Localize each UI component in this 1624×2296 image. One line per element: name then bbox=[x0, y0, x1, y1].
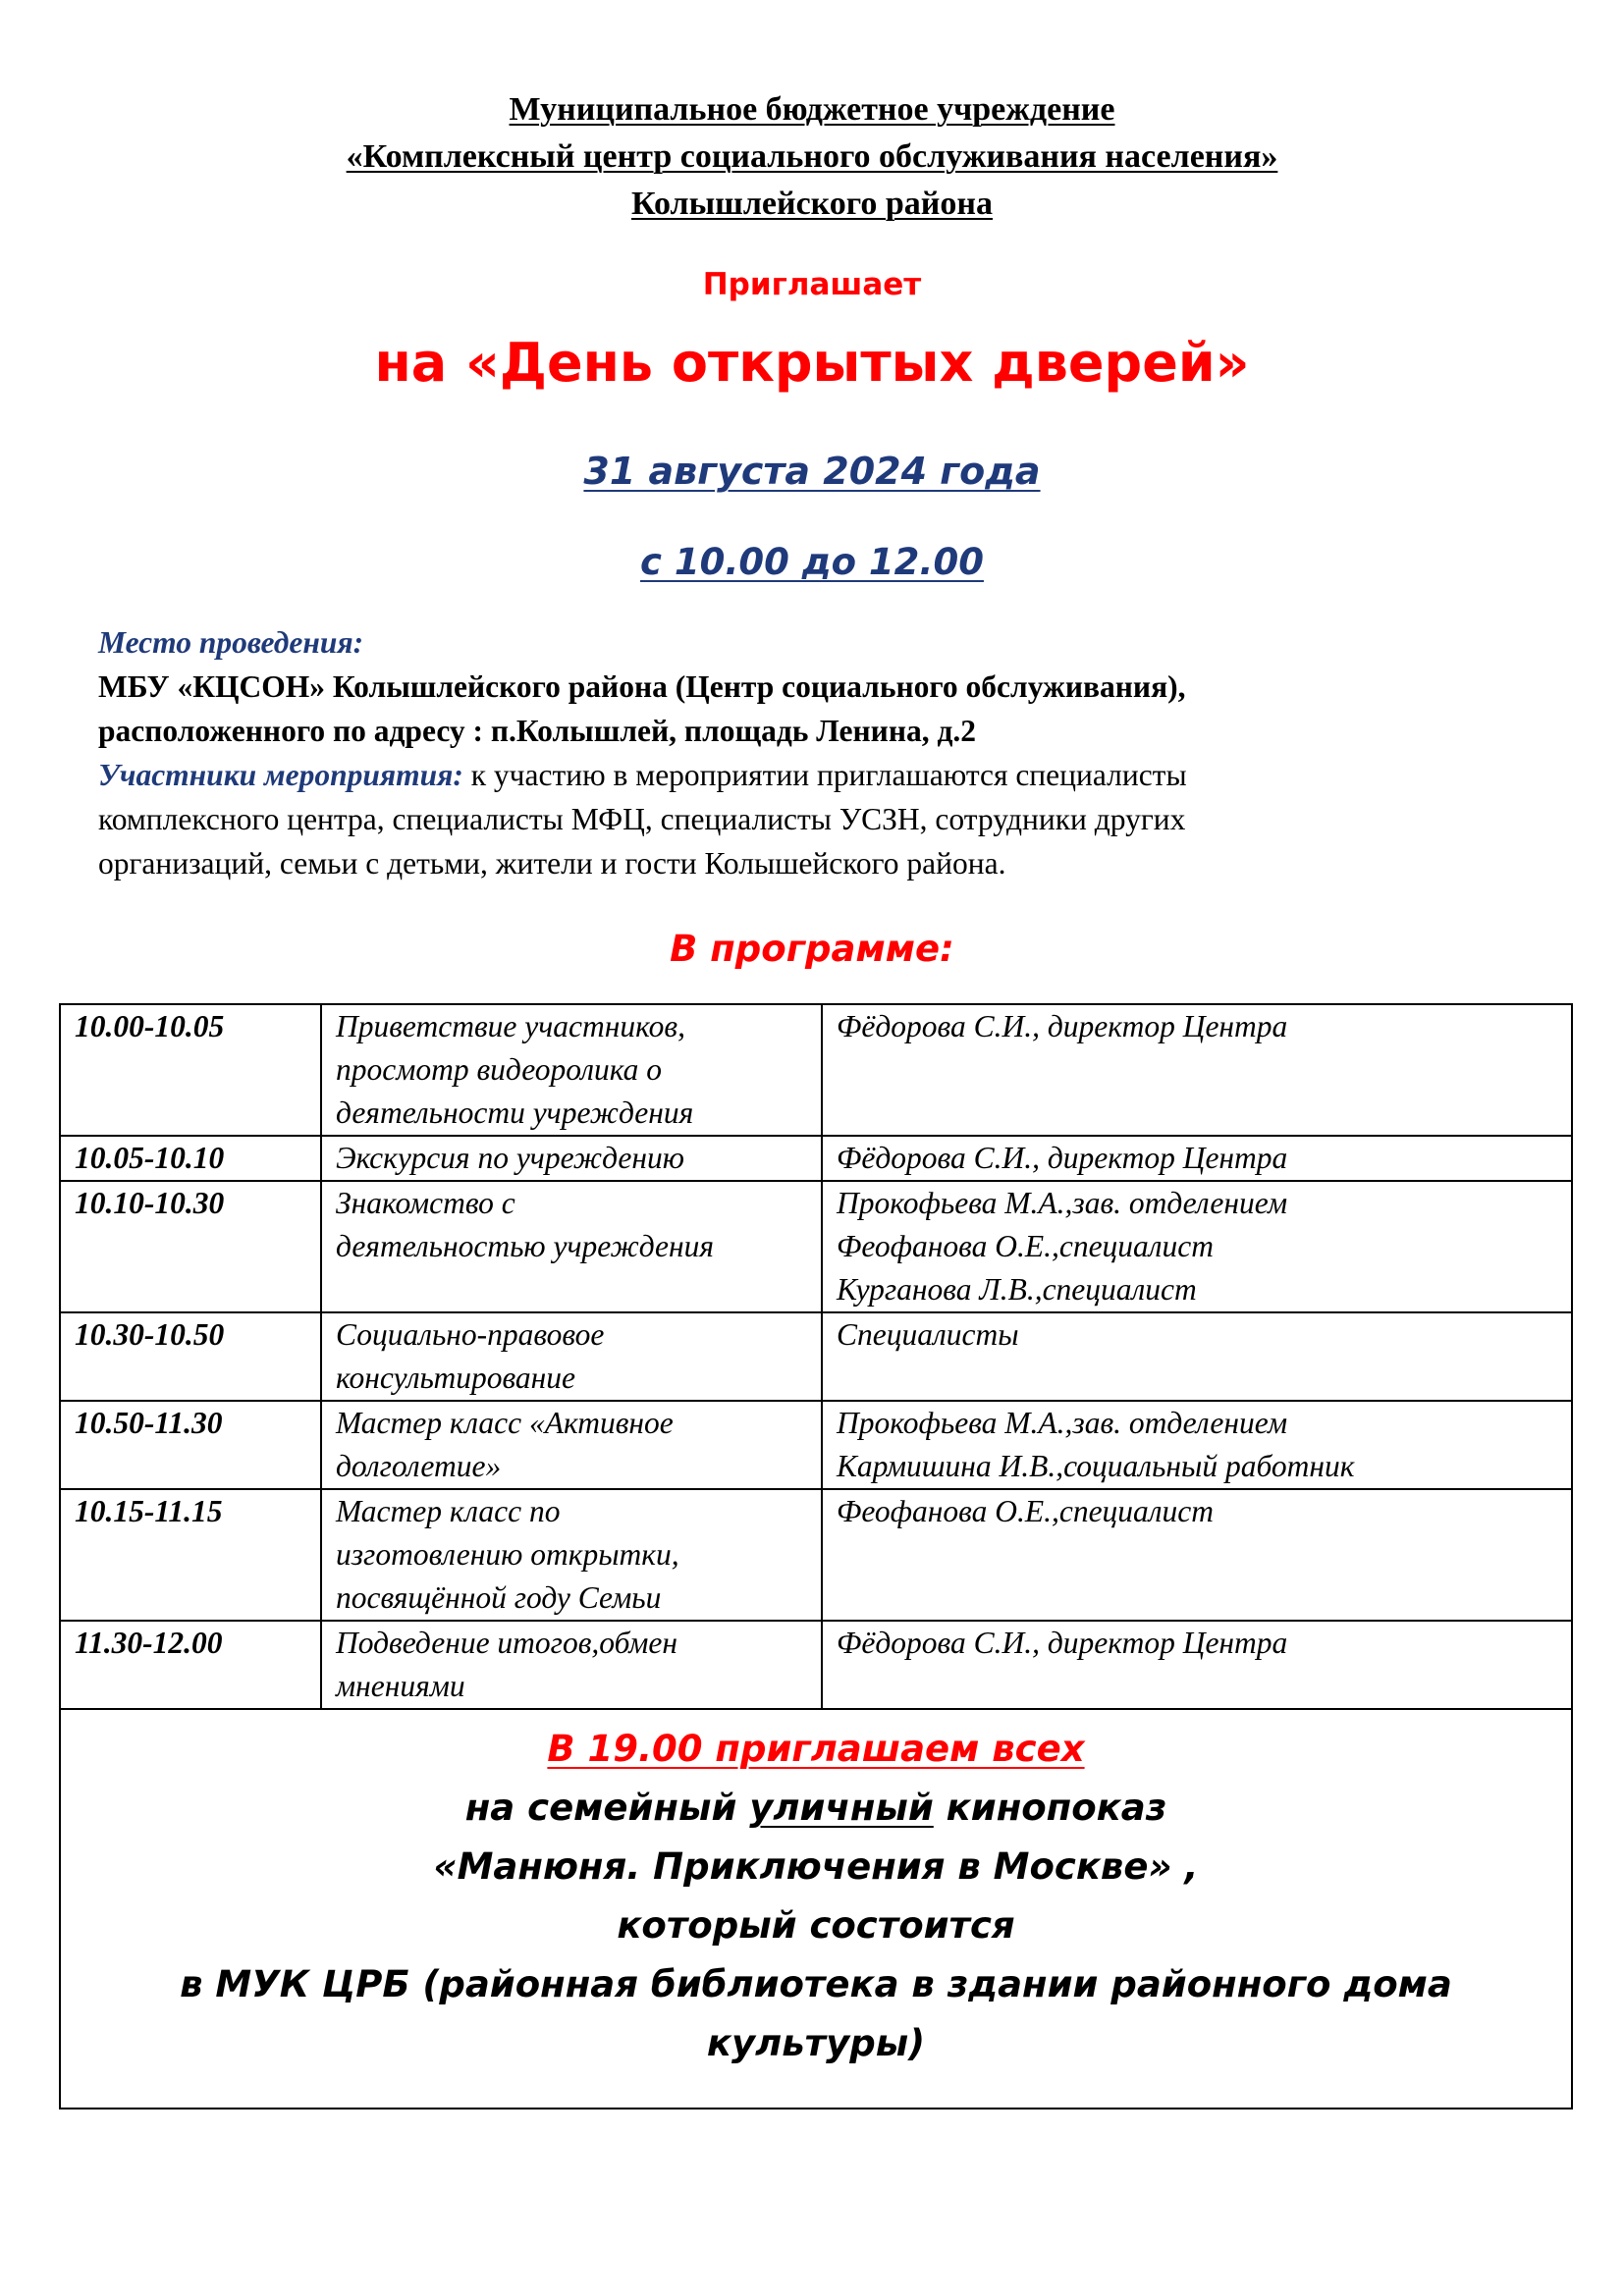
table-row bbox=[60, 1004, 1572, 1136]
activity-cell: Мастер класс по изготовлению открытки, посвящённой году Семьи bbox=[321, 1489, 822, 1621]
activity-cell: Социально-правовое консультирование bbox=[321, 1312, 822, 1401]
time-cell: 10.50-11.30 bbox=[60, 1401, 321, 1489]
announcement-line-1: В 19.00 приглашаем всех bbox=[547, 1728, 1085, 1770]
time-cell: 10.00-10.05 bbox=[60, 1004, 321, 1136]
venue-line-2: расположенного по адресу : п.Колышлей, площадь Ленина, д.2 bbox=[98, 714, 977, 748]
table-row bbox=[60, 1489, 1572, 1621]
people-cell: Специалисты bbox=[822, 1312, 1572, 1401]
org-name-line-3: Колышлейского района bbox=[630, 186, 993, 222]
people-cell: Фёдорова С.И., директор Центра bbox=[822, 1136, 1572, 1181]
activity-cell: Экскурсия по учреждению bbox=[321, 1136, 822, 1181]
people-cell: Прокофьева М.А.,зав. отделением Феофанова О.Е.,специалист Курганова Л.В.,специалист bbox=[822, 1181, 1572, 1312]
venue-info bbox=[98, 620, 1542, 885]
time-cell: 10.05-10.10 bbox=[60, 1136, 321, 1181]
activity-cell: Знакомство с деятельностью учреждения bbox=[321, 1181, 822, 1312]
people-cell: Феофанова О.Е.,специалист bbox=[822, 1489, 1572, 1621]
announcement-line-6: культуры) bbox=[706, 2022, 926, 2064]
activity-cell: Подведение итогов,обмен мнениями bbox=[321, 1621, 822, 1709]
table-row bbox=[60, 1312, 1572, 1401]
table-row bbox=[60, 1136, 1572, 1181]
invite-text: Приглашает bbox=[702, 267, 922, 302]
venue-label-row bbox=[98, 620, 1542, 665]
time-cell: 10.15-11.15 bbox=[60, 1489, 321, 1621]
table-row bbox=[60, 1401, 1572, 1489]
announcement-line-4: который состоится bbox=[617, 1904, 1015, 1947]
org-name-line-2: «Комплексный центр социального обслуживания населения» bbox=[346, 138, 1278, 175]
organization-header bbox=[0, 86, 1624, 228]
announcement-line-2: на семейный уличный кинопоказ bbox=[464, 1787, 1167, 1829]
table-row bbox=[60, 1621, 1572, 1709]
time-cell: 11.30-12.00 bbox=[60, 1621, 321, 1709]
venue-line-1: МБУ «КЦСОН» Колышлейского района (Центр социального обслуживания), bbox=[98, 669, 1186, 704]
time-cell: 10.10-10.30 bbox=[60, 1181, 321, 1312]
venue-label: Место проведения: bbox=[98, 625, 364, 660]
participants-line-3: организаций, семьи с детьми, жители и гости Колышейского района. bbox=[98, 846, 1006, 881]
event-time: с 10.00 до 12.00 bbox=[640, 541, 984, 583]
schedule-table bbox=[59, 1003, 1573, 2109]
people-cell: Фёдорова С.И., директор Центра bbox=[822, 1004, 1572, 1136]
activity-cell: Мастер класс «Активное долголетие» bbox=[321, 1401, 822, 1489]
announcement-line-5: в МУК ЦРБ (районная библиотека в здании районного дома bbox=[180, 1963, 1452, 2005]
participants-line-1: Участники мероприятия: к участию в мероприятии приглашаются специалисты bbox=[98, 758, 1187, 792]
movie-title: «Манюня. Приключения в Москве» , bbox=[433, 1845, 1199, 1888]
event-title: на «День открытых дверей» bbox=[374, 332, 1250, 394]
participants-label: Участники мероприятия: bbox=[98, 758, 463, 792]
time-cell: 10.30-10.50 bbox=[60, 1312, 321, 1401]
people-cell: Фёдорова С.И., директор Центра bbox=[822, 1621, 1572, 1709]
people-cell: Прокофьева М.А.,зав. отделением Кармишина И.В.,социальный работник bbox=[822, 1401, 1572, 1489]
org-name-line-1: Муниципальное бюджетное учреждение bbox=[509, 91, 1115, 128]
evening-announcement bbox=[60, 1709, 1572, 2109]
participants-line-2: комплексного центра, специалисты МФЦ, специалисты УСЗН, сотрудники других bbox=[98, 802, 1186, 836]
program-title: В программе: bbox=[670, 928, 954, 970]
activity-cell: Приветствие участников, просмотр видеоролика о деятельности учреждения bbox=[321, 1004, 822, 1136]
table-row bbox=[60, 1181, 1572, 1312]
event-date: 31 августа 2024 года bbox=[583, 450, 1041, 493]
footer-row bbox=[60, 1709, 1572, 2109]
